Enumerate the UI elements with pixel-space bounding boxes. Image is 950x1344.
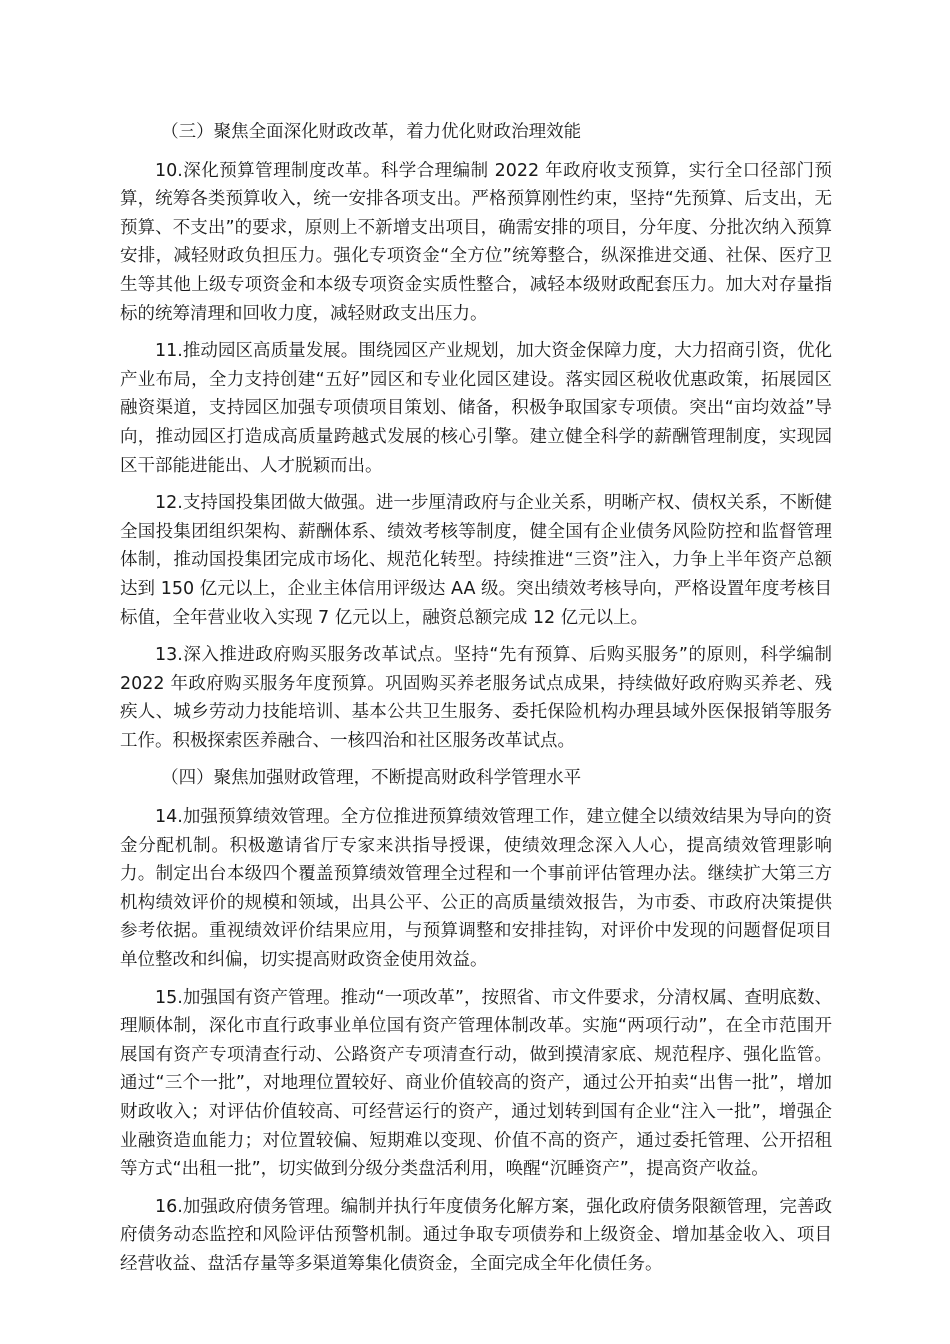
document-page	[120, 118, 832, 1288]
paragraph-10: 10.深化预算管理制度改革。科学合理编制 2022 年政府收支预算，实行全口径部门预算，统筹各类预算收入，统一安排各项支出。严格预算刚性约束，坚持“先预算、后支出，无预算、不支出”的要求，原则上不新增支出项目，确需安排的项目，分年度、分批次纳入预算安排，减轻财政负担压力。强化专项资金“全方位”统筹整合，纵深推进交通、社保、医疗卫生等其他上级专项资金和本级专项资金实质性整合，减轻本级财政配套压力。加大对存量指标的统筹清理和回收力度，减轻财政支出压力。	[120, 160, 832, 324]
section-heading-3: （三）聚焦全面深化财政改革，着力优化财政治理效能	[161, 122, 582, 142]
paragraph-15: 15.加强国有资产管理。推动“一项改革”，按照省、市文件要求，分清权属、查明底数、理顺体制，深化市直行政事业单位国有资产管理体制改革。实施“两项行动”，在全市范围开展国有资产专项清查行动、公路资产专项清查行动，做到摸清家底、规范程序、强化监管。通过“三个一批”，对地理位置较好、商业价值较高的资产，通过公开拍卖“出售一批”，增加财政收入；对评估价值较高、可经营运行的资产，通过划转到国有企业“注入一批”，增强企业融资造血能力；对位置较偏、短期难以变现、价值不高的资产，通过委托管理、公开招租等方式“出租一批”，切实做到分级分类盘活利用，唤醒“沉睡资产”，提高资产收益。	[120, 987, 832, 1180]
paragraph-12: 12.支持国投集团做大做强。进一步厘清政府与企业关系，明晰产权、债权关系，不断健全国投集团组织架构、薪酬体系、绩效考核等制度，健全国有企业债务风险防控和监督管理体制，推动国投集团完成市场化、规范化转型。持续推进“三资”注入，力争上半年资产总额达到 150 亿元以上，企业主体信用评级达 AA 级。突出绩效考核导向，严格设置年度考核目标值，全年营业收入实现 7 亿元以上，融资总额完成 12 亿元以上。	[120, 493, 832, 628]
paragraph-11: 11.推动园区高质量发展。围绕园区产业规划，加大资金保障力度，大力招商引资，优化产业布局，全力支持创建“五好”园区和专业化园区建设。落实园区税收优惠政策，拓展园区融资渠道，支持园区加强专项债项目策划、储备，积极争取国家专项债。突出“亩均效益”导向，推动园区打造成高质量跨越式发展的核心引擎。建立健全科学的薪酬管理制度，实现园区干部能进能出、人才脱颖而出。	[120, 341, 832, 476]
paragraph-16: 16.加强政府债务管理。编制并执行年度债务化解方案，强化政府债务限额管理，完善政府债务动态监控和风险评估预警机制。通过争取专项债券和上级资金、增加基金收入、项目经营收益、盘活存量等多渠道筹集化债资金，全面完成全年化债任务。	[120, 1196, 832, 1274]
section-heading-4: （四）聚焦加强财政管理，不断提高财政科学管理水平	[161, 768, 582, 789]
paragraph-13: 13.深入推进政府购买服务改革试点。坚持“先有预算、后购买服务”的原则，科学编制 2022 年政府购买服务年度预算。巩固购买养老服务试点成果，持续做好政府购买养老、残疾人、城乡劳动力技能培训、基本公共卫生服务、委托保险机构办理县域外医保报销等服务工作。积极探索医养融合、一核四治和社区服务改革试点。	[120, 645, 832, 751]
paragraph-14: 14.加强预算绩效管理。全方位推进预算绩效管理工作，建立健全以绩效结果为导向的资金分配机制。积极邀请省厅专家来洪指导授课，使绩效理念深入人心，提高绩效管理影响力。制定出台本级四个覆盖预算绩效管理全过程和一个事前评估管理办法。继续扩大第三方机构绩效评价的规模和领域，出具公平、公正的高质量绩效报告，为市委、市政府决策提供参考依据。重视绩效评价结果应用，与预算调整和安排挂钩，对评价中发现的问题督促项目单位整改和纠偏，切实提高财政资金使用效益。	[120, 807, 832, 971]
